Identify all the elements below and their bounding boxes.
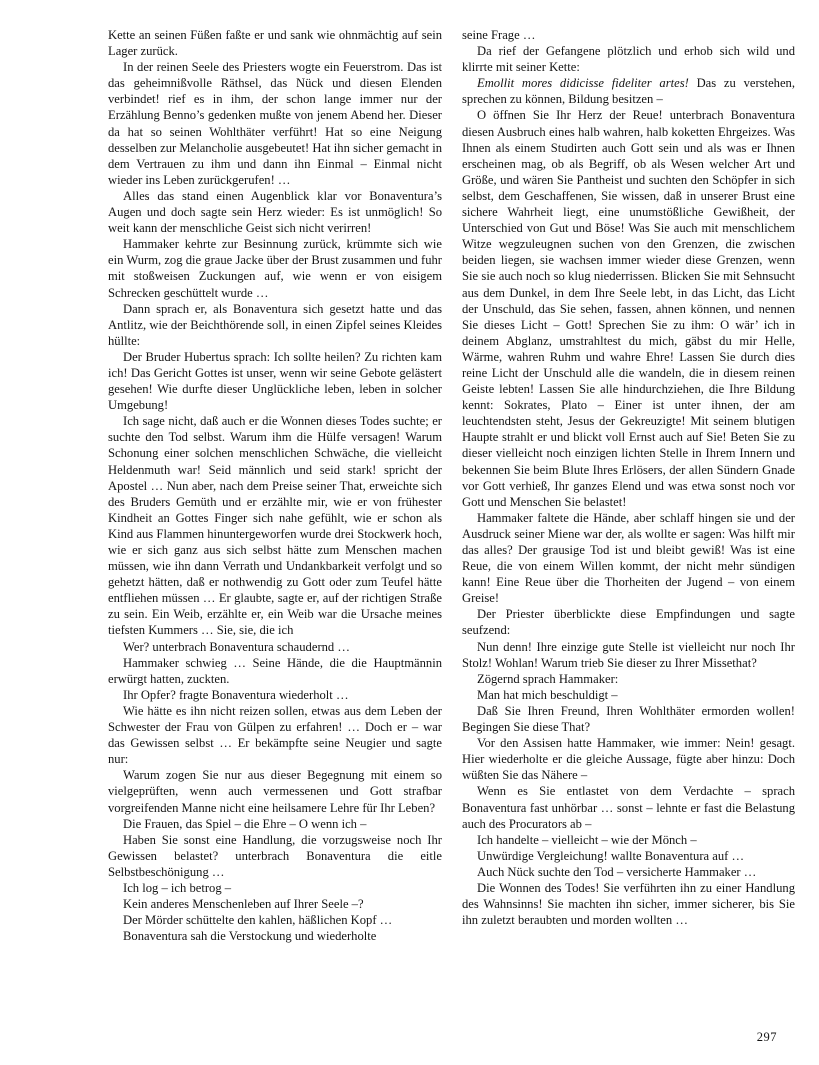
- paragraph: [462, 510, 795, 607]
- paragraph: [462, 864, 795, 880]
- paragraph: [108, 655, 442, 687]
- paragraph-text: Die Frauen, das Spiel – die Ehre – O wenn ich –: [123, 816, 367, 831]
- paragraph-text: seine Frage …: [462, 28, 536, 42]
- text-column-left: [108, 27, 442, 944]
- paragraph: [462, 639, 795, 671]
- paragraph-text: Haben Sie sonst eine Handlung, die vorzugsweise noch Ihr Gewissen belastet? unterbrach Bonaventura die eitle Selbstbeschönigung …: [108, 832, 442, 879]
- paragraph: [108, 639, 442, 655]
- paragraph-text: Ich sage nicht, daß auch er die Wonnen dieses Todes suchte; er suchte den Tod selbst. Warum ihm die Hülfe versagen! Warum Schonung einer solchen menschlichen Schwäche, die vielleicht Heldenmuth war! Seid männlich und seid stark! spricht der Apostel … Nun aber, nach dem Preise seiner That, erweichte sich des Bruders Gemüth und er erzählte mir, wie er von frühester Kindheit an Gottes Finger sich nahe gefühlt, wie er schon als Kind aus Flammen hinuntergeworfen wurde drei Stockwerk hoch, wie er sich ganz aus sich selbst hätte zum Menschen machen müssen, wie ihn dann Verrath und Undankbarkeit verfolgt und so gehetzt hätten, daß er nothwendig zu Gott oder zum Teufel hätte entfliehen müssen … Er glaubte, sagte er, auf der richtigen Straße zu sein. Ein Weib, erzählte er, ein Weib war die Ursache meines tiefsten Kummers … Sie, sie, die ich: [108, 414, 442, 638]
- paragraph-text: Nun denn! Ihre einzige gute Stelle ist vielleicht nur noch Ihr Stolz! Wohlan! Warum trieb Sie dieser zu Ihrer Missethat?: [462, 639, 795, 670]
- paragraph: [462, 880, 795, 928]
- paragraph: [108, 349, 442, 413]
- paragraph: [462, 107, 795, 509]
- paragraph: [462, 735, 795, 783]
- paragraph: [108, 301, 442, 349]
- paragraph-text: Man hat mich beschuldigt –: [477, 687, 618, 702]
- paragraph: [462, 75, 795, 107]
- paragraph: [108, 880, 442, 896]
- paragraph: [108, 27, 442, 59]
- page-number: 297: [756, 1030, 777, 1044]
- paragraph-text: Das zu verstehen, sprechen zu können, Bildung besitzen –: [462, 76, 795, 107]
- paragraph: [462, 687, 795, 703]
- paragraph: [108, 413, 442, 638]
- paragraph: [462, 832, 795, 848]
- paragraph: [108, 912, 442, 928]
- paragraph: [462, 43, 795, 75]
- paragraph-text: Ich handelte – vielleicht – wie der Mönch –: [477, 832, 697, 847]
- paragraph-text: Unwürdige Vergleichung! wallte Bonaventura auf …: [477, 848, 745, 863]
- paragraph-text: Dann sprach er, als Bonaventura sich gesetzt hatte und das Antlitz, wie der Beichthörende soll, in einen Zipfel seines Kleides hüllte:: [108, 301, 442, 348]
- paragraph-text: Wer? unterbrach Bonaventura schaudernd …: [123, 639, 350, 654]
- paragraph: [108, 816, 442, 832]
- paragraph-text: O öffnen Sie Ihr Herz der Reue! unterbrach Bonaventura diesen Ausbruch eines halb wahren, halb koketten Ehrgeizes. Was Ihnen als einem Studirten auch Gott sein und als was er Ihnen erscheinen mag, ob als Begriff, ob als Wesen welcher Art und Größe, und wären Sie Pantheist und suchten den Schöpfer in sich selbst, dem Geschaffenen, Sie wissen, daß in unserer Brust eine sichere Wahrheit liegt, eine unumstößliche Gewißheit, der Unterschied von Gut und Böse! Was Sie auch mit menschlichem Witze wegzuleugnen suchen von den Grenzen, die zwischen beiden liegen, sie wachsen immer wieder diese Grenzen, wenn Sie sie auch noch so klug niederrissen. Blicken Sie mit Sehnsucht aus dem Dunkel, in dem Ihre Seele lebt, in das Licht, das Licht der Unschuld, das Sie sehen, fassen, ahnen können, und nennen Sie dieses Licht – Gott! Sprechen Sie zu ihm: O wär’ ich in deinem Abglanz, umstrahltest du mich, gäbst du mir Helle, Wärme, wahren Ruhm und wahre Ehre! Lassen Sie durch dies reine Licht der Unschuld alle die wandeln, die in diesem reinen Geiste lebten! Lassen Sie alle hindurchziehen, die Ihre Bildung kennt: Sokrates, Plato – Einer ist unter ihnen, der am leuchtendsten steht, Jesus der Gekreuzigte! Mit seinem blutigen Haupte strahlt er und blickt voll Ernst auch auf Sie! Beten Sie zu dieser vielleicht noch einzigen lichten Stelle in Ihrem Innern und bekennen Sie beim Blute Ihres Erlösers, der allen Sündern Gnade vor Gott verhieß, Ihr ganzes Elend und was etwa sonst noch vor Gott und Menschen Sie belastet!: [462, 108, 795, 509]
- paragraph-text: Kette an seinen Füßen faßte er und sank wie ohnmächtig auf sein Lager zurück.: [108, 28, 442, 59]
- paragraph-text: Auch Nück suchte den Tod – versicherte Hammaker …: [477, 864, 757, 879]
- paragraph: [108, 59, 442, 188]
- paragraph-text: Wenn es Sie entlastet von dem Verdachte – sprach Bonaventura fast unhörbar … sonst – lehnte er fast die Belastung auch des Procurators ab –: [462, 784, 795, 831]
- paragraph: [108, 703, 442, 767]
- paragraph-text: Die Wonnen des Todes! Sie verführten ihn zu einer Handlung des Wahnsinns! Sie machten ihn sicher, immer sicherer, bis Sie ihn zuletzt beraubten und morden wollten …: [462, 880, 795, 928]
- paragraph-text: Hammaker faltete die Hände, aber schlaff hingen sie und der Ausdruck seiner Miene war der, als wollte er sagen: Was hilft mir das alles? Der grausige Tod ist und bleibt gewiß! Was ist eine Reue, die von einem Willen kommt, der nicht mehr sündigen kann! Eine Reue über die Thorheiten der Jugend – von einem Greise!: [462, 510, 795, 606]
- paragraph-text: Ich log – ich betrog –: [123, 880, 232, 895]
- paragraph: [108, 188, 442, 236]
- paragraph-text: Kein anderes Menschenleben auf Ihrer Seele –?: [123, 897, 364, 912]
- paragraph-text: Daß Sie Ihren Freund, Ihren Wohlthäter ermorden wollen! Begingen Sie diese That?: [462, 703, 795, 735]
- paragraph-text: Hammaker schwieg … Seine Hände, die die Hauptmännin erwürgt hatten, zuckten.: [108, 655, 442, 686]
- paragraph: [462, 671, 795, 687]
- paragraph-text: Bonaventura sah die Verstockung und wiederholte: [123, 929, 377, 944]
- paragraph: [462, 606, 795, 638]
- text-column-right: [462, 27, 795, 928]
- paragraph-text: Da rief der Gefangene plötzlich und erhob sich wild und klirrte mit seiner Kette:: [462, 44, 795, 75]
- paragraph-text: Wie hätte es ihn nicht reizen sollen, etwas aus dem Leben der Schwester der Frau von Gülpen zu erfahren! … Doch er – war das Gewissen selbst … Er bekämpfte seine Neugier und sagte nur:: [108, 703, 442, 767]
- paragraph-text: Ihr Opfer? fragte Bonaventura wiederholt …: [123, 687, 349, 702]
- latin-quote-italic: Emollit mores didicisse fideliter artes!: [477, 76, 689, 91]
- paragraph-text: Der Priester überblickte diese Empfindungen und sagte seufzend:: [462, 607, 795, 638]
- paragraph: [108, 896, 442, 912]
- paragraph: [462, 848, 795, 864]
- paragraph-text: Warum zogen Sie nur aus dieser Begegnung mit einem so vielgeprüften, wenn auch vermessenen und Gott strafbar vorgreifenden Manne nicht eine heilsamere Lehre für Ihr Leben?: [108, 768, 442, 815]
- paragraph-text: In der reinen Seele des Priesters wogte ein Feuerstrom. Das ist das geheimnißvolle Räthsel, das Nück und diesen Elenden verbindet! rief es in ihm, der schon lange immer nur der Erzählung Benno’s gedenken mußte von jenem Abend her. Dieser da hat so seinen Wohlthäter verführt! Hat so eine Neigung desselben zur Melancholie ausgebeutet! Hat ihn sicher gemacht in dem Vertrauen zu ihm und dann ihn Einmal – Einmal nicht wieder ins Leben zurückgerufen! …: [108, 60, 442, 187]
- paragraph: [108, 928, 442, 944]
- paragraph-text: Vor den Assisen hatte Hammaker, wie immer: Nein! gesagt. Hier wiederholte er die gleiche Aussage, fügte aber hinzu: Doch wüßten Sie das Nähere –: [462, 736, 795, 783]
- paragraph: [108, 832, 442, 880]
- paragraph-text: Der Mörder schüttelte den kahlen, häßlichen Kopf …: [123, 913, 393, 928]
- paragraph-text: Zögernd sprach Hammaker:: [477, 671, 619, 686]
- paragraph: [108, 767, 442, 815]
- paragraph-text: Der Bruder Hubertus sprach: Ich sollte heilen? Zu richten kam ich! Das Gericht Gottes ist unser, wenn wir seine Gebote gelästert gesehen! Wie durfte dieser Unglückliche leben, leben in solcher Umgebung!: [108, 349, 442, 413]
- paragraph: [108, 236, 442, 300]
- paragraph: [462, 27, 795, 43]
- paragraph: [462, 783, 795, 831]
- paragraph-text: Hammaker kehrte zur Besinnung zurück, krümmte sich wie ein Wurm, zog die graue Jacke über der Brust zusammen und fuhr mit stoßweisen Zuckungen auf, wie wenn er von eisigem Schrecken geschüttelt wurde …: [108, 237, 442, 300]
- paragraph: [462, 703, 795, 735]
- paragraph-text: Alles das stand einen Augenblick klar vor Bonaventura’s Augen und doch sagte sein Herz wieder: Es ist unmöglich! So weit kann der menschliche Geist sich nicht verirren!: [108, 188, 442, 236]
- paragraph: [108, 687, 442, 703]
